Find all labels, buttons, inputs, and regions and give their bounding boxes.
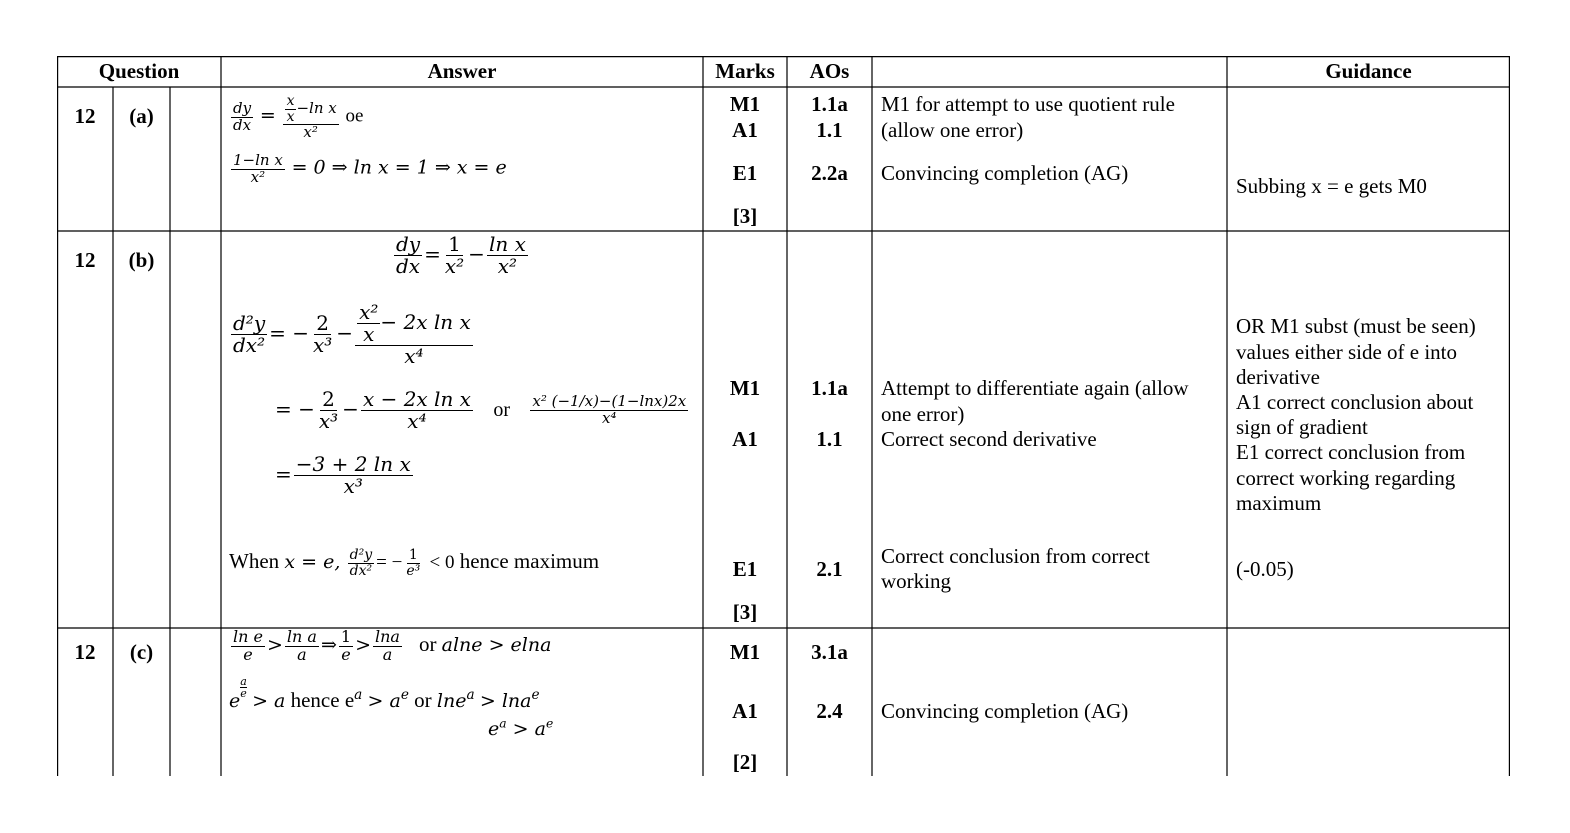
mark-scheme-table [57,56,1510,776]
ao-code: 1.1 [816,427,843,451]
ao-code: 2.2a [811,161,848,185]
ao-code: 2.4 [816,699,843,723]
guidance-text: maximum [1236,491,1322,515]
marking-comment: one error) [881,402,965,426]
guidance-text: derivative [1236,365,1320,389]
header-question: Question [98,59,180,83]
question-part: (a) [129,104,154,128]
mark-code: E1 [732,557,758,581]
header-aos: AOs [809,59,850,83]
mark-code: A1 [732,699,758,723]
answer-line: $e^a > a^e$ [488,716,554,740]
answer-line: $\frac{\text{d²y}}{\text{dx²}}$ = − $\frac{2}{\text{x³}}$ − $\frac{\text{x²}}{x}$ − 2x ln x x⁴ [233,300,471,368]
question-part: (c) [129,640,154,664]
header-guidance: Guidance [1325,59,1412,83]
answer-line: $\frac{dy}{dx}$ = $\frac{x}{x}$ −ln x x² oe [233,93,364,142]
marking-comment: M1 for attempt to use quotient rule [881,92,1175,116]
answer-line: $\frac{\text{1−ln x}}{\text{x²}}$ = 0 ⇒ ln x = 1 ⇒ x = e [233,151,507,186]
marking-comment: (allow one error) [881,118,1024,142]
ao-code: 3.1a [811,640,848,664]
marking-comment: Convincing completion (AG) [881,699,1129,723]
header-answer: Answer [427,59,497,83]
guidance-text: OR M1 subst (must be seen) [1236,314,1476,338]
marking-comment: Convincing completion (AG) [881,161,1129,185]
mark-code: M1 [729,376,761,400]
marking-comment: working [881,569,951,593]
mark-code: A1 [732,118,758,142]
mark-total: [3] [732,600,758,624]
guidance-text: sign of gradient [1236,415,1368,439]
answer-line: = $\frac{\text{−3 + 2 ln x}}{\text{x³}}$ [275,452,411,498]
ao-code: 1.1a [811,92,848,116]
answer-line: $\frac{dy}{dx}$ = $\frac{1}{\text{x²}}$ − $\frac{\text{ln x}}{\text{x²}}$ [396,232,526,278]
answer-line: = − $\frac{2}{\text{x³}}$ − $\frac{\text{x − 2x ln x}}{\text{x⁴}}$ or $\frac{\text{x² (−1/x)−(1−lnx)2x}}{\text{x⁴}}$ [275,387,687,433]
guidance-text: E1 correct conclusion from [1236,440,1466,464]
ao-code: 1.1 [816,118,843,142]
ao-code: 1.1a [811,376,848,400]
marking-comment: Attempt to differentiate again (allow [881,376,1189,400]
answer-line: When x = e, $\frac{\text{d²y}}{\text{dx²}}$ = − $\frac{1}{\text{e³}}$ < 0 hence maximum [229,547,600,579]
question-number: 12 [74,248,96,272]
mark-code: M1 [729,640,761,664]
question-part: (b) [128,248,155,272]
header-marks: Marks [715,59,775,83]
guidance-text: Subbing x = e gets M0 [1236,174,1427,198]
mark-total: [2] [732,750,758,774]
guidance-text: (-0.05) [1236,557,1294,581]
question-number: 12 [74,104,96,128]
guidance-text: A1 correct conclusion about [1236,390,1474,414]
question-number: 12 [74,640,96,664]
guidance-text: correct working regarding [1236,466,1456,490]
answer-line: $\frac{\text{ln e}}{e}$ > $\frac{\text{ln a}}{a}$ ⇒ $\frac{1}{e}$ > $\frac{\ln a}{a}$ or alne > elna [233,627,552,664]
mark-total: [3] [732,204,758,228]
marking-comment: Correct conclusion from correct [881,544,1150,568]
mark-code: A1 [732,427,758,451]
mark-code: M1 [729,92,761,116]
marking-comment: Correct second derivative [881,427,1097,451]
answer-line: e $^{\frac{a}{e}}$ > a hence $e^a > a^e$ or lne$^a$ > lna$^e$ [229,675,540,712]
ao-code: 2.1 [816,557,843,581]
mark-code: E1 [732,161,758,185]
guidance-text: values either side of e into [1236,340,1458,364]
